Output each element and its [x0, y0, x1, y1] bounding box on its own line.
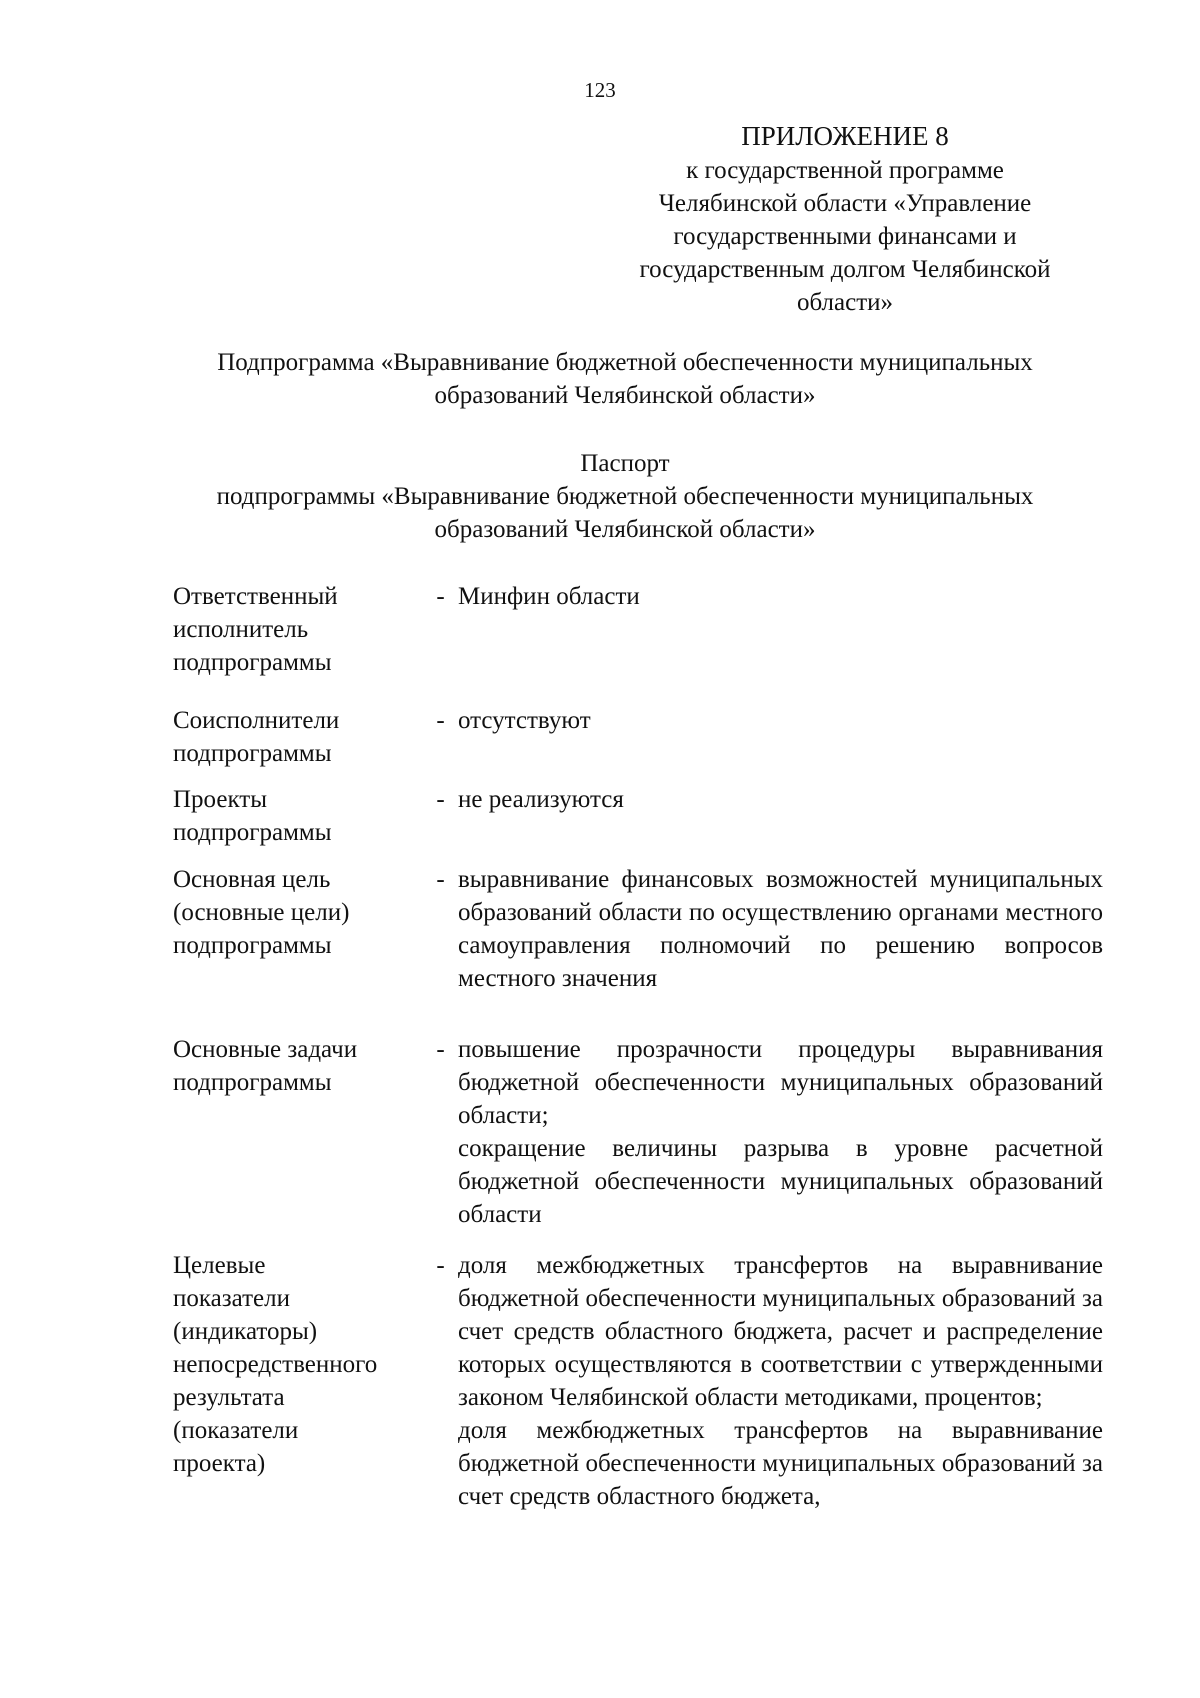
row-label-line: (индикаторы) [173, 1318, 318, 1345]
row-value-paragraph: Минфин области [458, 583, 640, 610]
appendix-title: ПРИЛОЖЕНИЕ 8 [741, 121, 949, 151]
row-value-paragraph: отсутствуют [458, 707, 591, 734]
row-label-line: подпрограммы [173, 932, 332, 959]
row-dash: - [436, 583, 445, 610]
row-dash: - [436, 866, 445, 893]
row-label-line: подпрограммы [173, 1069, 332, 1096]
row-label-line: непосредственного [173, 1351, 378, 1378]
row-label-line: Основная цель [173, 866, 331, 893]
row-value-paragraph: не реализуются [458, 786, 624, 813]
subprogram-heading [140, 346, 1110, 412]
passport-title: Паспорт [580, 450, 670, 477]
passport-row-projects [173, 783, 1103, 849]
row-value [458, 1249, 1103, 1513]
passport-row-target-indicators [173, 1249, 1103, 1513]
row-label-line: результата [173, 1384, 285, 1411]
row-label [173, 1249, 423, 1513]
passport-row-main-goal [173, 863, 1103, 995]
row-label-line: подпрограммы [173, 819, 332, 846]
row-label-line: Ответственный [173, 583, 338, 610]
subprogram-heading-line: образований Челябинской области» [434, 382, 816, 409]
row-label-line: Основные задачи [173, 1036, 358, 1063]
row-value [458, 1033, 1103, 1231]
passport-row-responsible-executor [173, 580, 1103, 679]
row-label-line: подпрограммы [173, 740, 332, 767]
row-dash: - [436, 786, 445, 813]
row-label-line: исполнитель [173, 616, 309, 643]
appendix-line: области» [796, 289, 894, 316]
row-value [458, 580, 1103, 679]
appendix-line: государственным долгом Челябинской [639, 256, 1051, 283]
row-value [458, 783, 1103, 849]
passport-heading-line: образований Челябинской области» [434, 516, 816, 543]
row-dash: - [436, 707, 445, 734]
row-label-line: показатели [173, 1285, 290, 1312]
row-dash: - [436, 1252, 445, 1279]
appendix-line: к государственной программе [686, 157, 1004, 184]
row-value-paragraph: выравнивание финансовых возможностей муниципальных образований области по осуществлению органами местного самоуправления полномочий по решению вопросов местного значения [458, 866, 1103, 992]
row-value [458, 704, 1103, 770]
page-number: 123 [584, 78, 616, 102]
row-label [173, 783, 423, 849]
row-label-line: Соисполнители [173, 707, 340, 734]
row-label [173, 863, 423, 995]
passport-row-co-executors [173, 704, 1103, 770]
row-label [173, 1033, 423, 1231]
row-label-line: (основные цели) [173, 899, 350, 926]
passport-row-main-tasks [173, 1033, 1103, 1231]
appendix-line: Челябинской области «Управление [658, 190, 1032, 217]
row-value-paragraph: сокращение величины разрыва в уровне расчетной бюджетной обеспеченности муниципальных образований области [458, 1135, 1103, 1228]
row-label [173, 580, 423, 679]
row-label-line: Проекты [173, 786, 267, 813]
row-value-paragraph: доля межбюджетных трансфертов на выравнивание бюджетной обеспеченности муниципальных образований за счет средств областного бюджета, [458, 1417, 1103, 1510]
row-label-line: проекта) [173, 1450, 266, 1477]
row-value [458, 863, 1103, 995]
passport-heading [140, 447, 1110, 546]
appendix-line: государственными финансами и [673, 223, 1017, 250]
row-label-line: Целевые [173, 1252, 266, 1279]
row-value-paragraph: доля межбюджетных трансфертов на выравнивание бюджетной обеспеченности муниципальных образований за счет средств областного бюджета, расчет и распределение которых осуществляются в соответствии с утвержденными законом Челябинской области методиками, процентов; [458, 1252, 1103, 1411]
passport-table [173, 580, 1103, 1513]
passport-heading-line: подпрограммы «Выравнивание бюджетной обеспеченности муниципальных [216, 483, 1034, 510]
row-dash: - [436, 1036, 445, 1063]
appendix-block [595, 118, 1095, 319]
subprogram-heading-line: Подпрограмма «Выравнивание бюджетной обеспеченности муниципальных [217, 349, 1033, 376]
row-value-paragraph: повышение прозрачности процедуры выравнивания бюджетной обеспеченности муниципальных образований области; [458, 1036, 1103, 1129]
row-label-line: (показатели [173, 1417, 299, 1444]
row-label-line: подпрограммы [173, 649, 332, 676]
row-label [173, 704, 423, 770]
